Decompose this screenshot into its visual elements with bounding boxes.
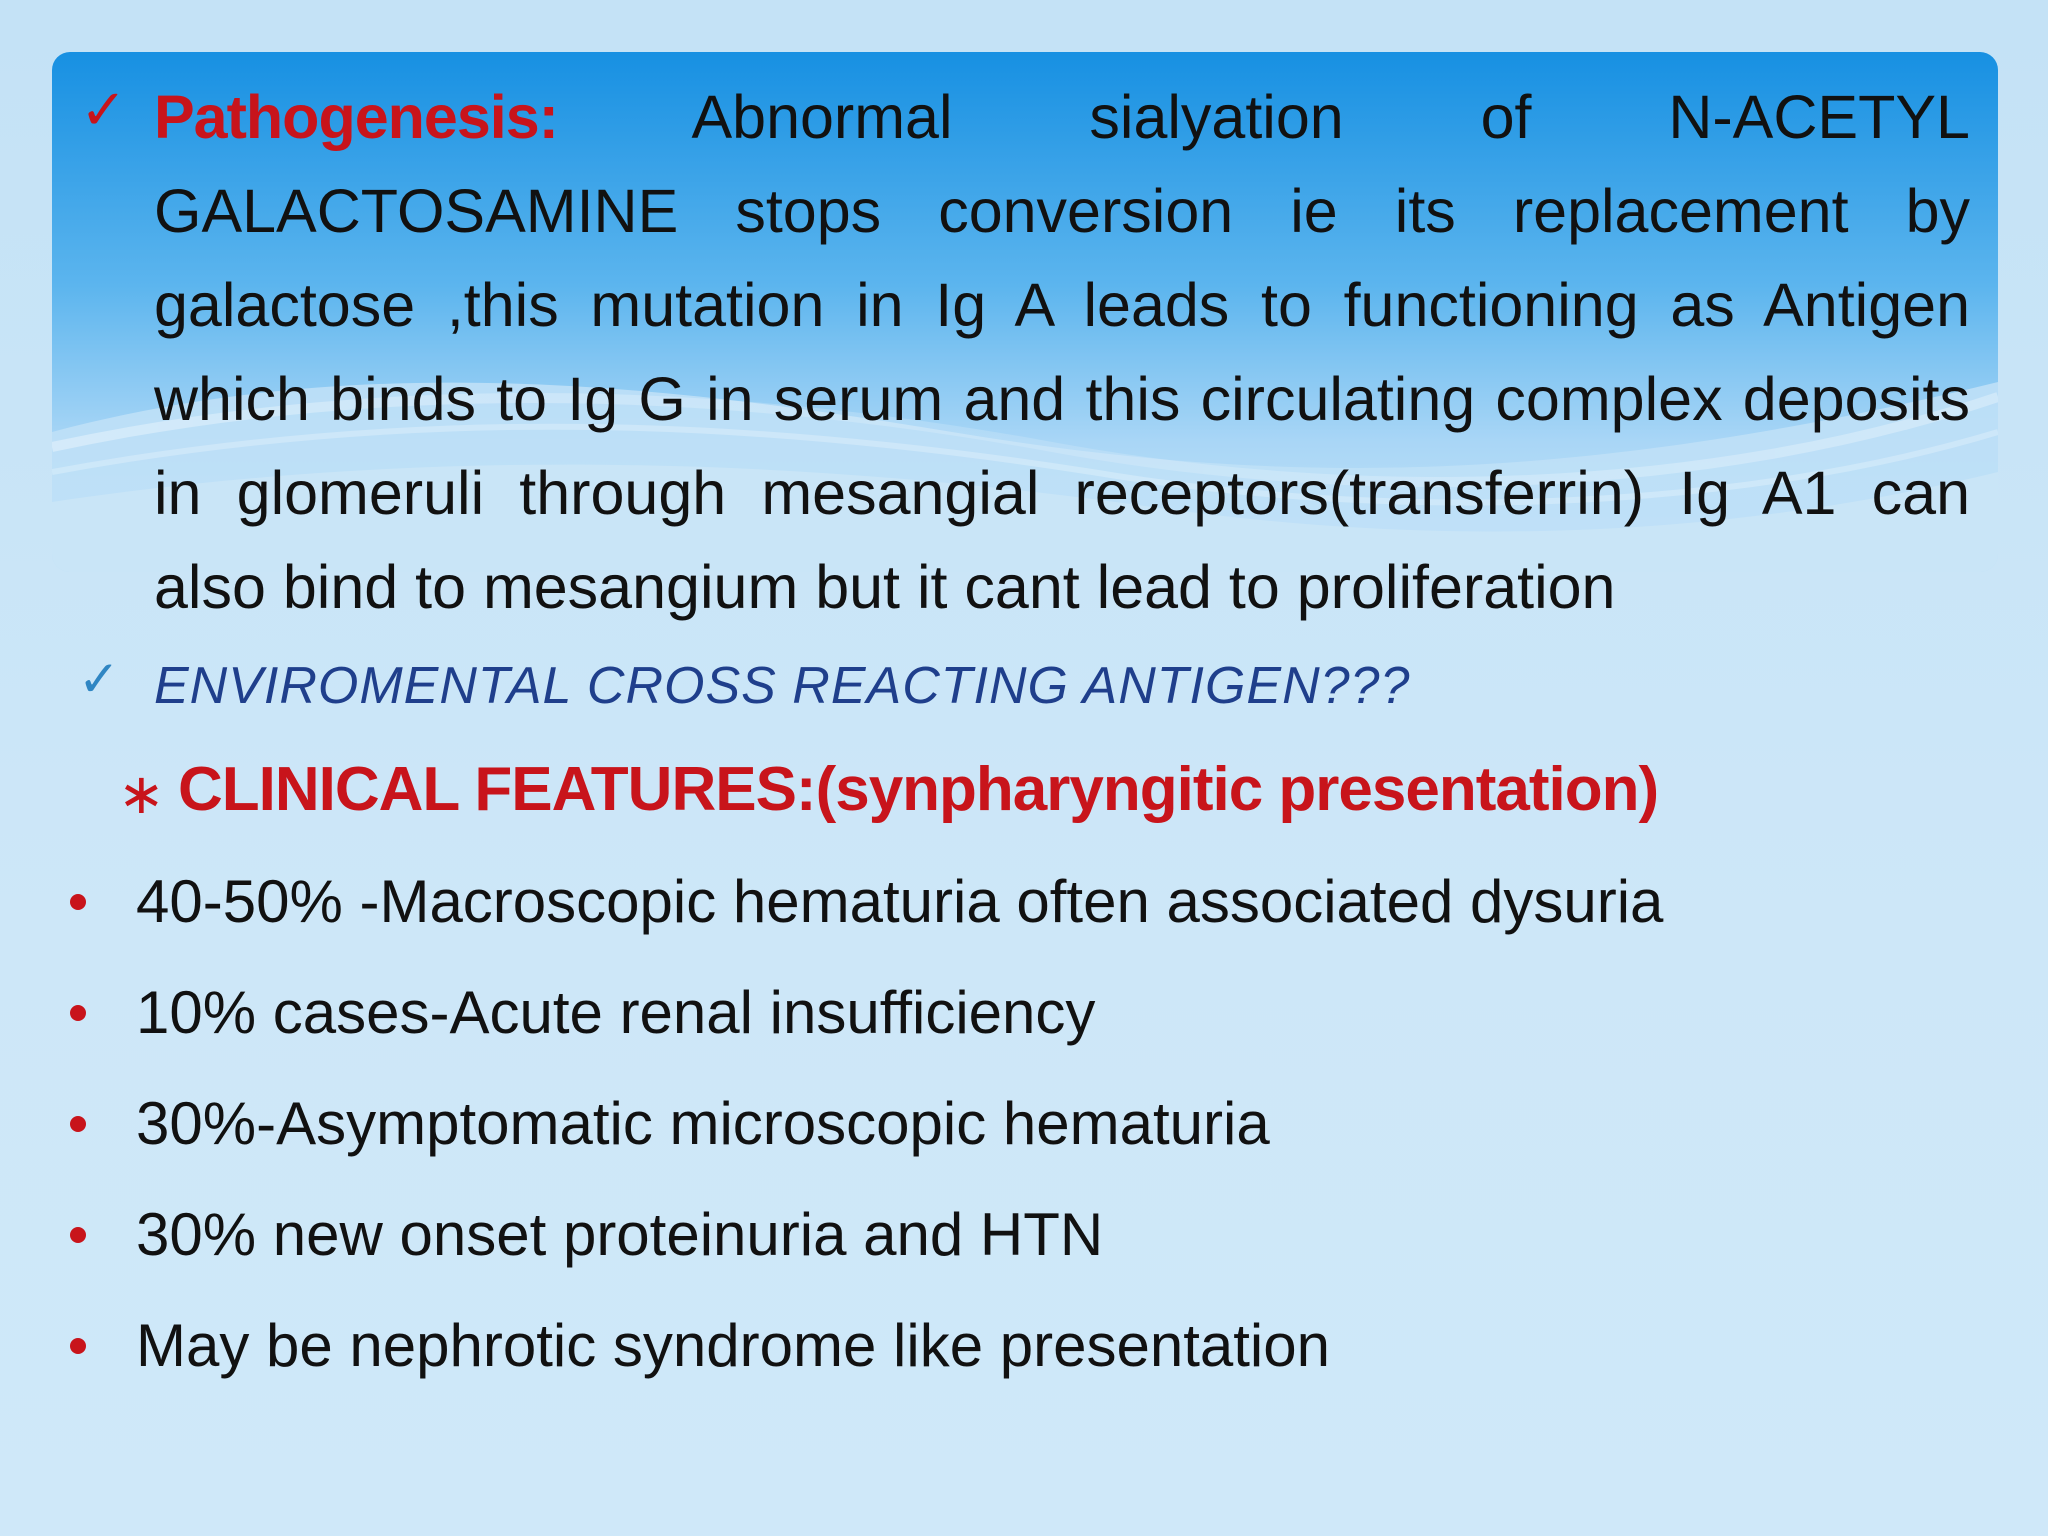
asterisk-icon: ∗ (118, 762, 165, 827)
clinical-features-heading: CLINICAL FEATURES:(synpharyngitic presentation) (178, 755, 1659, 824)
bullet-icon (70, 1227, 86, 1243)
bullet-icon (70, 1116, 86, 1132)
pathogenesis-text: Abnormal sialyation of N-ACETYL GALACTOSAMINE stops conversion ie its replacement by galactose ,this mutation in Ig A leads to functioning as Antigen which binds to Ig G in serum and this circulating complex deposits in glomeruli through mesangial receptors(transferrin) Ig A1 can also bind to mesangium but it cant lead to proliferation (154, 83, 1970, 621)
checkmark-icon: ✓ (78, 650, 120, 708)
list-item (70, 1082, 1663, 1193)
bullet-icon (70, 1005, 86, 1021)
pathogenesis-label: Pathogenesis: (154, 83, 558, 151)
pathogenesis-paragraph (154, 70, 1970, 634)
list-item (70, 860, 1663, 971)
environmental-antigen-text: ENVIROMENTAL CROSS REACTING ANTIGEN??? (154, 657, 1411, 715)
list-item-text: 40-50% -Macroscopic hematuria often associated dysuria (136, 868, 1664, 935)
list-item-text: 30% new onset proteinuria and HTN (136, 1201, 1104, 1268)
list-item (70, 971, 1663, 1082)
bullet-icon (70, 894, 86, 910)
list-item-text: 10% cases-Acute renal insufficiency (136, 979, 1096, 1046)
checkmark-icon: ✓ (80, 78, 127, 143)
list-item (70, 1304, 1663, 1415)
list-item (70, 1193, 1663, 1304)
list-item-text: May be nephrotic syndrome like presentation (136, 1312, 1330, 1379)
clinical-features-list (70, 860, 1663, 1415)
bullet-icon (70, 1338, 86, 1354)
list-item-text: 30%-Asymptomatic microscopic hematuria (136, 1090, 1270, 1157)
